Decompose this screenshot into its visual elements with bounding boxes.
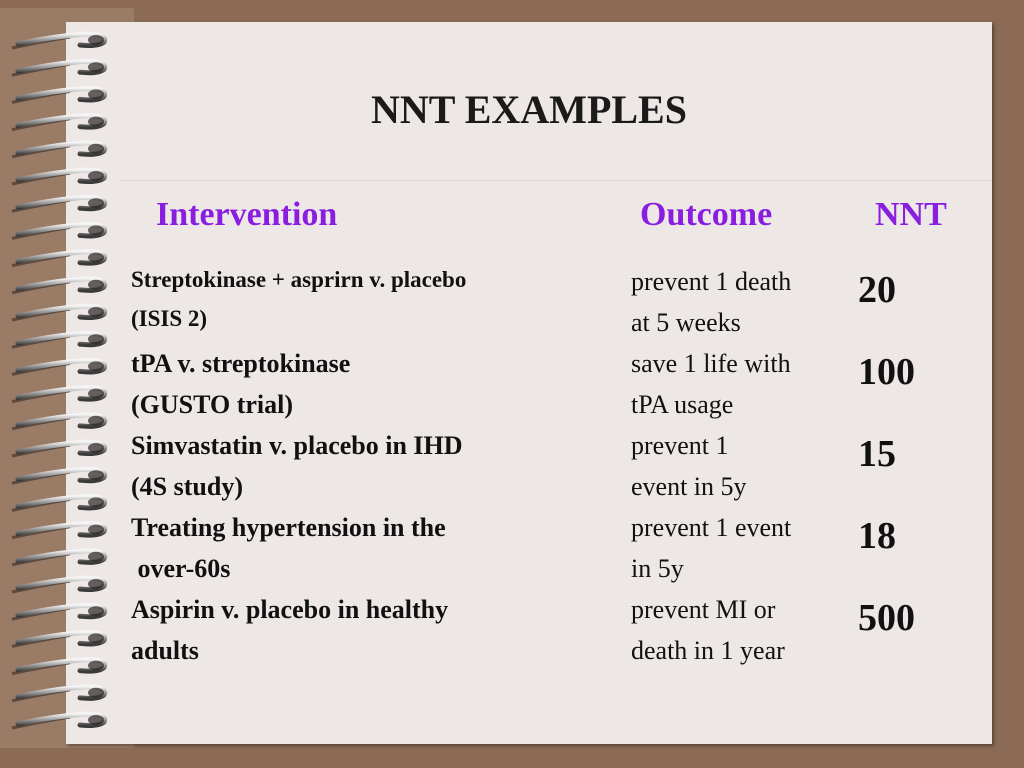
row-4-intervention-line-2: over-60s — [131, 554, 231, 583]
row-5-outcome-line-1: prevent MI or — [631, 595, 776, 624]
binding-hole — [88, 470, 104, 480]
row-2-intervention-line-2: (GUSTO trial) — [131, 390, 294, 419]
row-1-nnt: 20 — [858, 269, 896, 311]
row-2-nnt: 100 — [858, 351, 915, 393]
binding-hole — [88, 253, 104, 263]
binding-hole — [88, 633, 104, 643]
row-3-nnt: 15 — [858, 433, 896, 475]
header-nnt: NNT — [875, 196, 947, 233]
binding-hole — [88, 144, 104, 154]
header-outcome: Outcome — [640, 196, 773, 233]
row-3-intervention-line-2: (4S study) — [131, 472, 243, 501]
binding-hole — [88, 280, 104, 290]
title-divider — [120, 180, 992, 181]
row-2-intervention-line-1: tPA v. streptokinase — [131, 349, 351, 378]
header-intervention: Intervention — [156, 196, 338, 233]
binding-hole — [88, 307, 104, 317]
binding-hole — [88, 361, 104, 371]
row-1-intervention-line-1: Streptokinase + asprirn v. placebo — [131, 267, 467, 292]
slide-title: NNT EXAMPLES — [371, 87, 687, 132]
row-4-nnt: 18 — [858, 515, 896, 557]
row-5-nnt: 500 — [858, 597, 915, 639]
binding-hole — [88, 579, 104, 589]
binding-hole — [88, 225, 104, 235]
row-3-intervention-line-1: Simvastatin v. placebo in IHD — [131, 431, 463, 460]
binding-hole — [88, 715, 104, 725]
binding-hole — [88, 35, 104, 45]
row-5-intervention-line-1: Aspirin v. placebo in healthy — [131, 595, 449, 624]
binding-hole — [88, 497, 104, 507]
row-4-outcome-line-1: prevent 1 event — [631, 513, 792, 542]
row-2-outcome-line-2: tPA usage — [631, 390, 734, 419]
row-3-outcome-line-2: event in 5y — [631, 472, 747, 501]
binding-hole — [88, 552, 104, 562]
row-4-intervention-line-1: Treating hypertension in the — [131, 513, 446, 542]
binding-hole — [88, 416, 104, 426]
row-2-outcome-line-1: save 1 life with — [631, 349, 791, 378]
row-1-outcome-line-2: at 5 weeks — [631, 308, 741, 337]
binding-hole — [88, 171, 104, 181]
row-4-outcome-line-2: in 5y — [631, 554, 684, 583]
binding-hole — [88, 688, 104, 698]
row-1-outcome-line-1: prevent 1 death — [631, 267, 792, 296]
binding-hole — [88, 198, 104, 208]
binding-hole — [88, 62, 104, 72]
row-3-outcome-line-1: prevent 1 — [631, 431, 729, 460]
binding-hole — [88, 661, 104, 671]
binding-hole — [88, 525, 104, 535]
binding-hole — [88, 606, 104, 616]
binding-hole — [88, 389, 104, 399]
row-5-intervention-line-2: adults — [131, 636, 199, 665]
row-1-intervention-line-2: (ISIS 2) — [131, 306, 208, 331]
binding-hole — [88, 443, 104, 453]
binding-hole — [88, 334, 104, 344]
row-5-outcome-line-2: death in 1 year — [631, 636, 785, 665]
